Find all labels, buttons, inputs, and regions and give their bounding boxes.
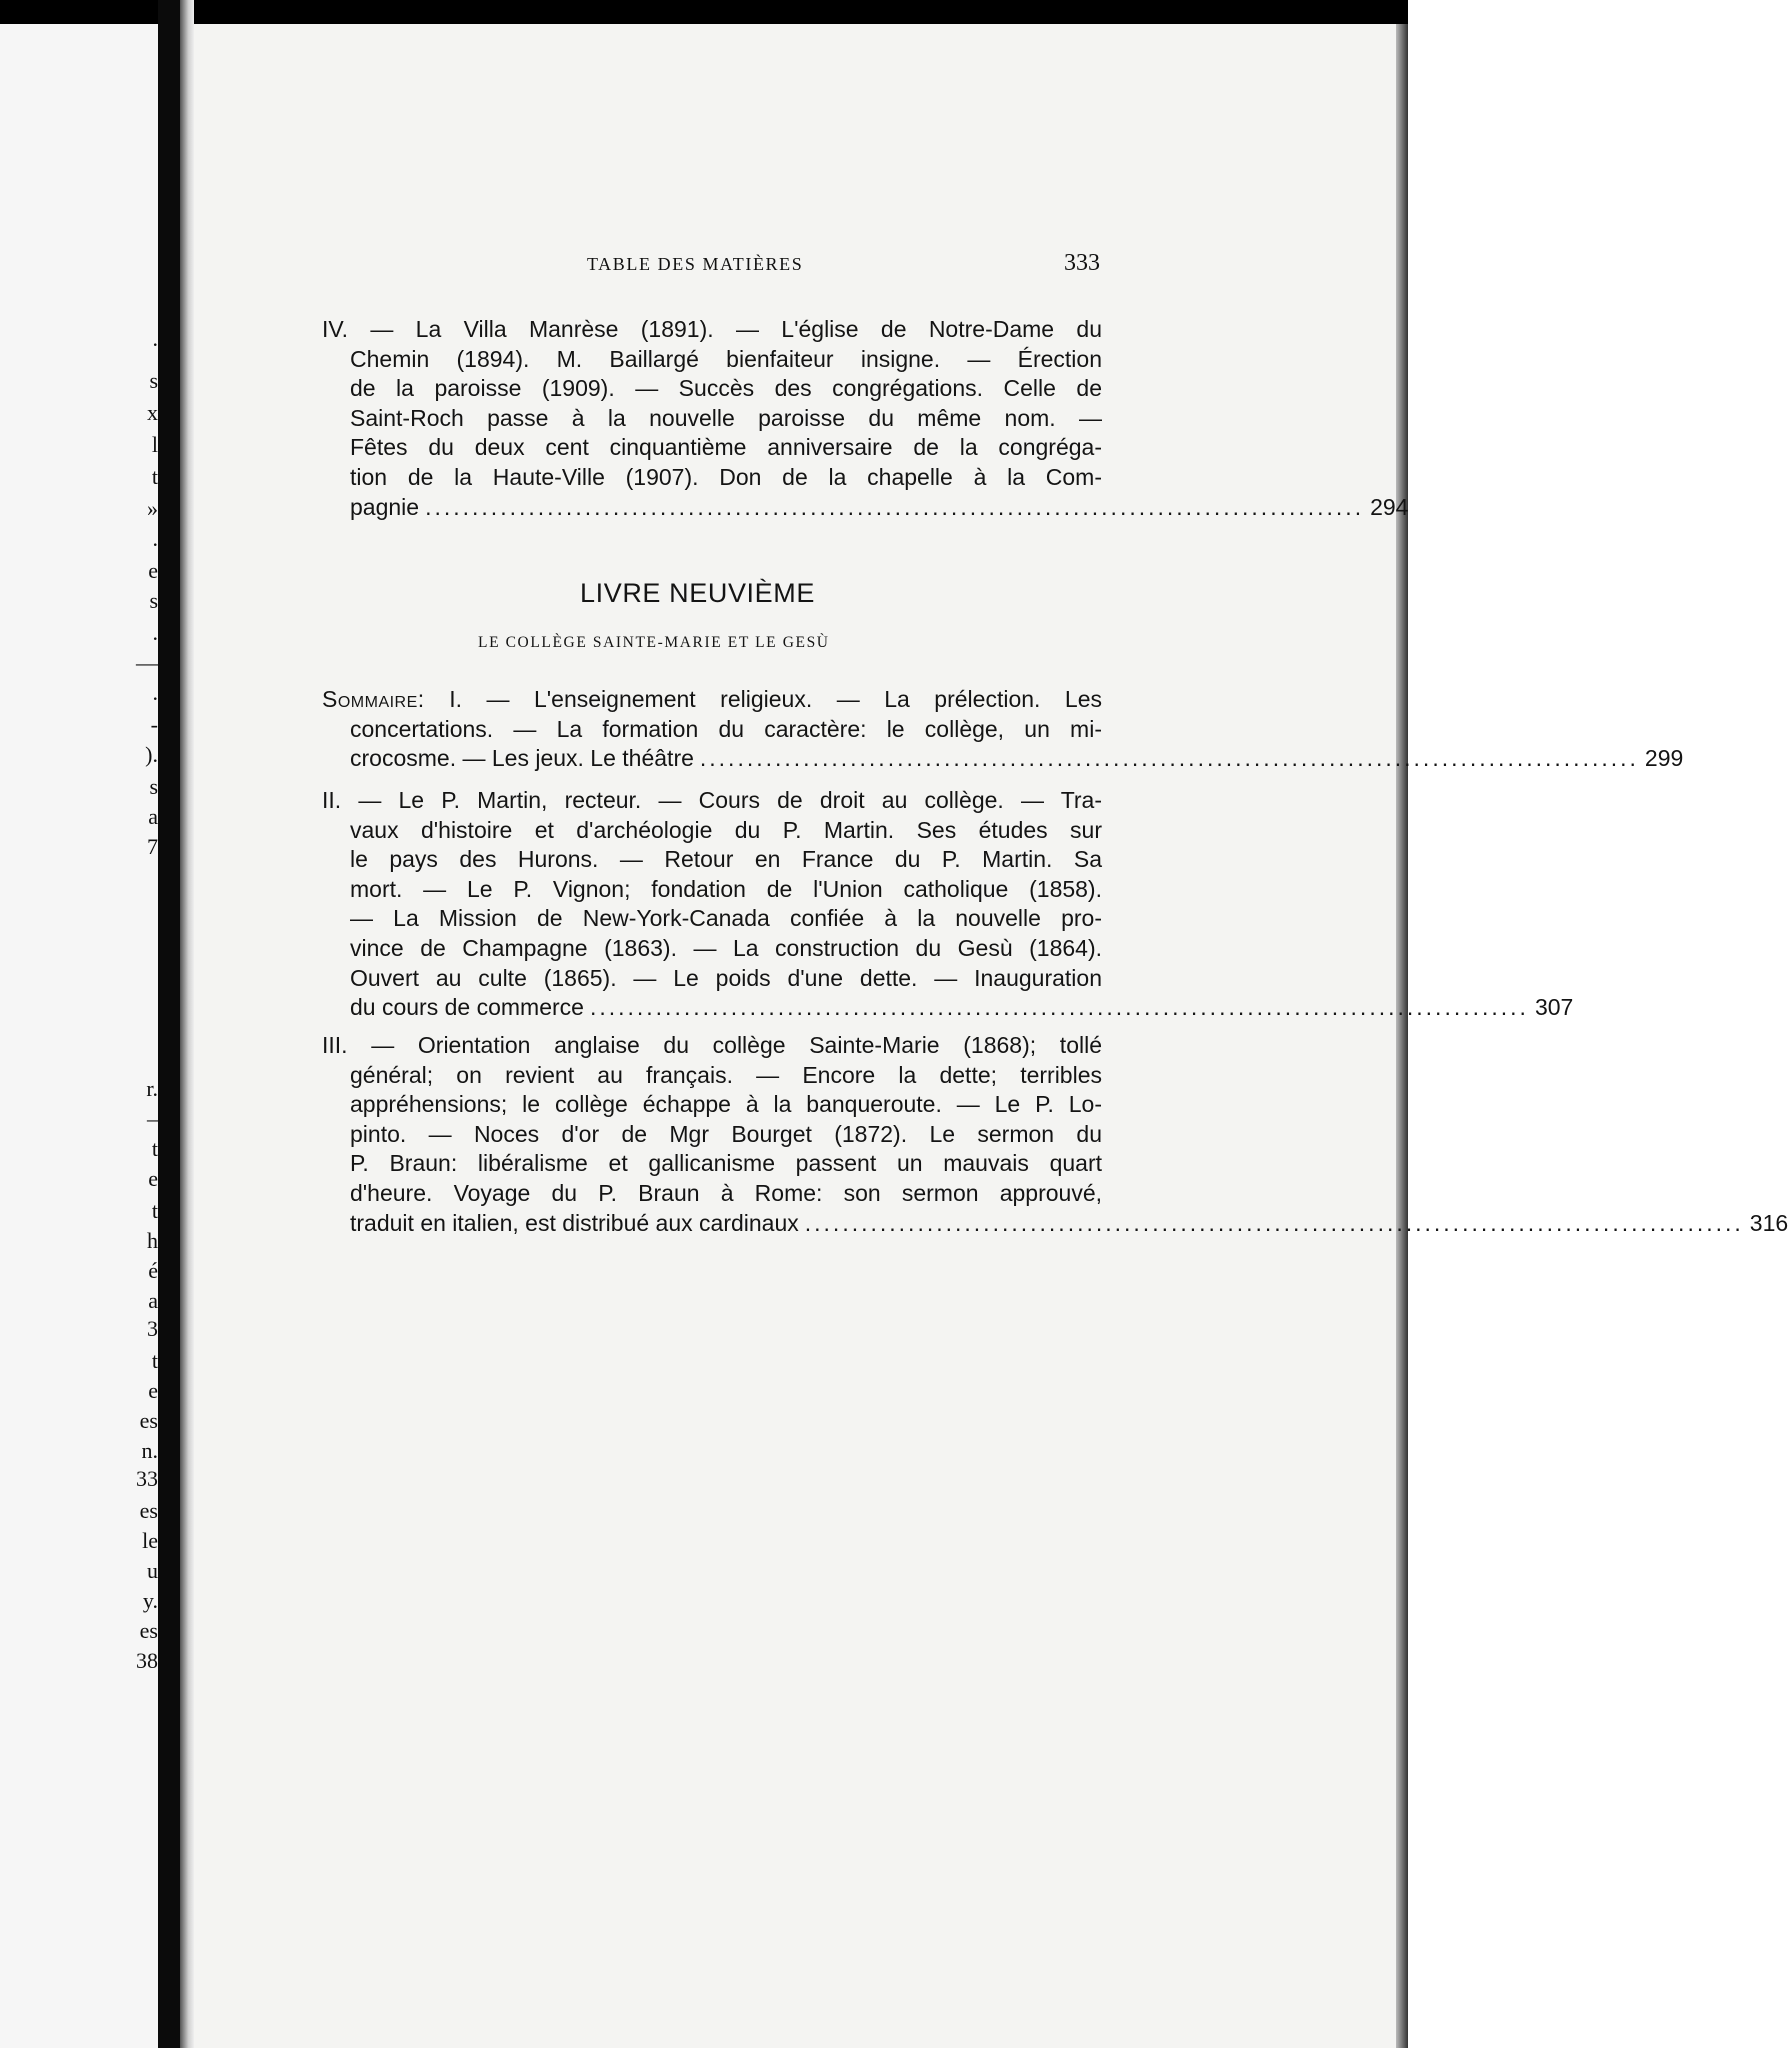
prev-page-fragment: » [147,496,158,521]
leader-dots: .................................................................................................... [589,994,1529,1021]
prev-page-fragment: s [149,774,158,799]
prev-page-fragment: . [152,326,158,351]
prev-page-fragment: e [148,1378,158,1403]
page-number: 333 [1064,250,1100,276]
prev-page-fragment: ). [145,742,158,767]
toc-line: d'heure. Voyage du P. Braun à Rome: son sermon approuvé, [350,1179,1102,1206]
prev-page-fragment: u [147,1558,158,1583]
running-head [350,252,1100,282]
prev-page-fragment: s [149,588,158,613]
running-title: TABLE DES MATIÈRES [587,254,804,274]
gutter-shadow [180,0,194,2048]
prev-page-fragment: r. [146,1076,158,1101]
summary-label: Sommaire: [322,686,425,712]
toc-line: Saint-Roch passe à la nouvelle paroisse du même nom. — [350,404,1102,431]
toc-line: Ouvert au culte (1865). — Le poids d'une dette. — Inauguration [350,964,1102,991]
prev-page-fragment: t [151,464,158,489]
page-right-edge [1396,24,1408,2048]
prev-page-fragment: a [148,1288,158,1313]
toc-line: vince de Champagne (1863). — La construction du Gesù (1864). [350,934,1102,961]
prev-page-fragment: h [147,1228,158,1253]
toc-line: III. — Orientation anglaise du collège Sainte-Marie (1868); tollé [322,1032,1102,1058]
prev-page-fragment: . [152,680,158,705]
toc-line: II. — Le P. Martin, recteur. — Cours de droit au collège. — Tra- [322,787,1102,813]
leader-dots: .................................................................................................... [699,745,1639,772]
prev-page-fragment: 3 [147,1316,158,1341]
prev-page-fragment: le [142,1528,158,1553]
prev-page-fragment: t [151,1198,158,1223]
leader-dots: .................................................................................................... [804,1209,1744,1236]
toc-line: général; on revient au français. — Encore la dette; terribles [350,1061,1102,1088]
book-subtitle: LE COLLÈGE SAINTE-MARIE ET LE GESÙ [478,634,830,651]
prev-page-fragment: es [139,1408,158,1433]
toc-line: mort. — Le P. Vignon; fondation de l'Union catholique (1858). [350,875,1102,902]
toc-entry-iv [322,315,1409,522]
prev-page-fragment: – [147,1106,158,1131]
toc-line-last [322,744,1684,774]
prev-page-fragment: t [151,1136,158,1161]
toc-line-last [322,493,1409,523]
toc-entry-iii [322,1031,1788,1238]
toc-line-first [322,685,1102,715]
prev-page-fragment: 38 [136,1648,158,1673]
toc-line: Fêtes du deux cent cinquantième anniversaire de la congréga- [350,434,1102,461]
toc-line-text: crocosme. — Les jeux. Le théâtre [350,745,694,772]
toc-page-number: 294 [1370,493,1409,520]
toc-line: le pays des Hurons. — Retour en France du P. Martin. Sa [350,846,1102,873]
prev-page-fragment: n. [141,1438,158,1463]
leader-dots: .................................................................................................... [425,493,1365,520]
toc-line: Chemin (1894). M. Baillargé bienfaiteur insigne. — Érection [350,345,1102,372]
toc-line: vaux d'histoire et d'archéologie du P. Martin. Ses études sur [350,816,1102,843]
prev-page-fragment: . [152,620,158,645]
toc-page-number: 307 [1534,994,1574,1021]
toc-line-text: traduit en italien, est distribué aux cardinaux [350,1209,799,1236]
prev-page-fragment: e [148,558,158,583]
book-title: LIVRE NEUVIÈME [580,578,815,608]
toc-page-number: 316 [1749,1209,1788,1236]
prev-page-fragment: y. [142,1588,158,1613]
toc-line: concertations. — La formation du caractère: le collège, un mi- [350,715,1102,742]
toc-line-text: I. — L'enseignement religieux. — La prélection. Les [449,686,1103,712]
scan-top-border [0,0,1408,24]
prev-page-fragment: es [139,1498,158,1523]
prev-page-fragment: x [147,400,158,425]
prev-page-fragment: t [151,1348,158,1373]
prev-page-fragment: - [150,712,158,737]
prev-page-fragment: 33 [136,1466,158,1491]
toc-line: tion de la Haute-Ville (1907). Don de la chapelle à la Com- [350,463,1102,490]
prev-page-fragment: a [148,804,158,829]
toc-line-last [322,1209,1788,1239]
toc-line-text: du cours de commerce [350,994,584,1021]
toc-page-number: 299 [1644,745,1684,772]
prev-page-fragment: e [148,1166,158,1191]
toc-entry-ii [322,786,1574,1023]
prev-page-fragment: s [149,368,158,393]
prev-page-fragment: — [136,650,158,675]
toc-entry-i [322,685,1684,774]
toc-line-text: pagnie [350,493,420,520]
toc-line: IV. — La Villa Manrèse (1891). — L'église de Notre-Dame du [322,316,1102,342]
prev-page-fragment: es [139,1618,158,1643]
prev-page-fragment: é [148,1258,158,1283]
book-gutter [158,0,180,2048]
toc-line: P. Braun: libéralisme et gallicanisme passent un mauvais quart [350,1150,1102,1177]
toc-line-last [322,993,1574,1023]
toc-line: appréhensions; le collège échappe à la banqueroute. — Le P. Lo- [350,1091,1102,1118]
toc-line: — La Mission de New-York-Canada confiée à la nouvelle pro- [350,905,1102,932]
toc-line: de la paroisse (1909). — Succès des congrégations. Celle de [350,375,1102,402]
prev-page-fragment: . [152,526,158,551]
prev-page-fragment: l [151,432,158,457]
previous-page-edge [0,24,158,2048]
toc-line: pinto. — Noces d'or de Mgr Bourget (1872). Le sermon du [350,1120,1102,1147]
prev-page-fragment: 7 [147,834,158,859]
